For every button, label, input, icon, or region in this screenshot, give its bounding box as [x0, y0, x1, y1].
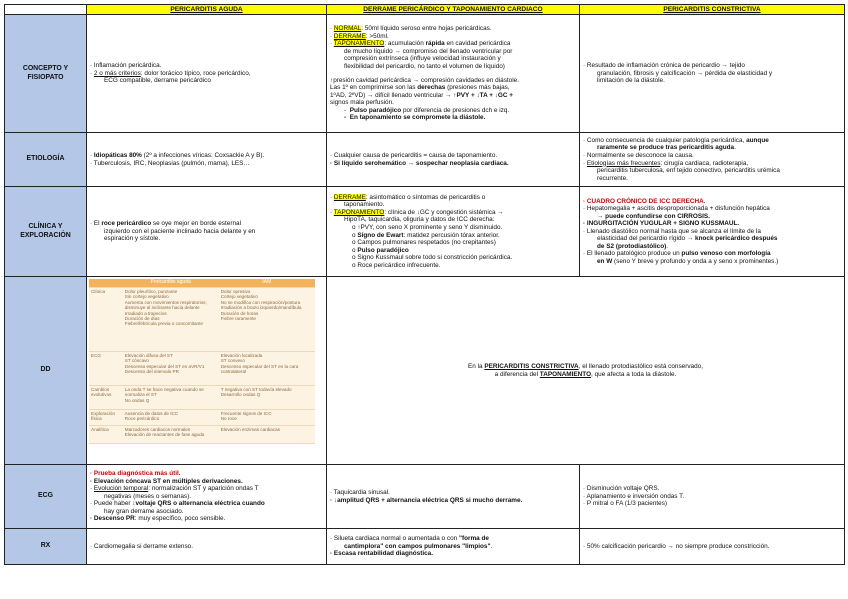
text-line: flexibilidad del pericardio, no tanto el volumen de líquido) — [344, 62, 505, 70]
text-line: en W (seno Y breve y profundo y onda a y seno x prominentes.) — [597, 257, 779, 265]
cell-dd-image — [87, 277, 327, 465]
dd-image-cell: Marcadores cardiacos normales Elevación de reactantes de fase aguda — [123, 425, 219, 443]
rowhead-rx: RX — [5, 529, 87, 565]
dd-image-cell: Elevación localizada ST convexo Descenso especular del ST en la cara contralateral — [219, 351, 315, 385]
cell-etiologia-derrame — [327, 133, 580, 187]
dd-image-col-aguda: Pericarditis aguda — [123, 279, 219, 287]
text-line: recurrente. — [597, 174, 628, 182]
text-line: · Disminución voltaje QRS. — [583, 485, 660, 493]
text-line: 1ºAD, 2ºVD) → difícil llenado ventricular → ↑PVY + ↓TA + ↓GC + — [330, 91, 514, 99]
rowhead-label: CLÍNICA Y — [28, 223, 63, 231]
dd-image-row — [89, 351, 315, 385]
row-concepto — [5, 15, 845, 133]
cell-ecg-aguda — [87, 465, 327, 529]
text-line: · Elevación cóncava ST en múltiples derivaciones. — [90, 477, 243, 485]
rowhead-clinica — [5, 187, 87, 277]
text-line: · Llenado diastólico normal hasta que se alcanza el límite de la — [583, 227, 761, 235]
row-clinica — [5, 187, 845, 277]
dd-image-cell: Dolor pleurítico, punzante Sin cortejo vegetativo Aumenta con movimientos respiratorios; disminuye al inclinarse hacia delante Irradiado a trapecios Duración de días Fiebre/febrícula previa o concomitante — [123, 287, 219, 351]
dd-image-label: ECG — [89, 351, 123, 385]
text-line: o Signo Kussmaul sobre todo si constricción pericárdica. — [352, 254, 513, 262]
cell-ecg-derrame — [327, 465, 580, 529]
text-line: limitación de la diástole. — [597, 77, 665, 85]
dd-image-cell: La onda T se hace negativa cuando se normaliza el ST No ondas Q — [123, 385, 219, 409]
text-line: · CUADRO CRÓNICO DE ICC DERECHA. — [583, 197, 706, 205]
dd-image-col-iam: IAM — [219, 279, 315, 287]
cell-rx-derrame — [327, 529, 580, 565]
text-line: · Inflamación pericárdica. — [90, 62, 162, 70]
header-derrame-taponamiento: DERRAME PERICÁRDICO Y TAPONAMIENTO CARDIACO — [327, 5, 580, 15]
cell-clinica-constrictiva — [580, 187, 845, 277]
text-line: taponamiento. — [344, 201, 385, 209]
text-line: compresión extrínseca (influye velocidad instauración y — [344, 55, 501, 63]
text-line: ↑presión cavidad pericárdica → compresión cavidades en diástole. — [330, 76, 519, 84]
text-line: · Etiologías más frecuentes: cirugía cardiaca, radioterapia, — [583, 159, 749, 167]
cell-rx-constrictiva — [580, 529, 845, 565]
row-dd — [5, 277, 845, 465]
text-line: a diferencia del TAPONAMIENTO, que afecta a toda la diástole. — [494, 370, 677, 378]
text-line: signos mala perfusión. — [330, 99, 394, 107]
header-pericarditis-constrictiva: PERICARDITIS CONSTRICTIVA — [580, 5, 845, 15]
text-line: · DERRAME: asintomático o síntomas de pericarditis o — [330, 193, 486, 201]
cell-etiologia-aguda — [87, 133, 327, 187]
text-line: · 50% calcificación pericardio → no siempre produce constricción. — [583, 542, 770, 550]
rowhead-label: CONCEPTO Y — [22, 65, 69, 73]
text-line: hay gran derrame asociado. — [104, 507, 184, 515]
cell-dd-text — [327, 277, 845, 465]
text-line: · TAPONAMIENTO: clínica de ↓GC y congestión sistémica → — [330, 208, 504, 216]
text-line: · P mitral o FA (1/3 pacientes) — [583, 500, 668, 508]
text-line: · Resultado de inflamación crónica de pericardio → tejido — [583, 62, 745, 70]
dd-image-header — [89, 279, 315, 287]
rowhead-etiologia: ETIOLOGÍA — [5, 133, 87, 187]
dd-image-label: Exploración física — [89, 409, 123, 425]
text-line: · Evolución temporal: normalización ST y aparición ondas T — [90, 485, 259, 493]
dd-image-row — [89, 409, 315, 425]
text-line: · INGURGITACIÓN YUGULAR + SIGNO KUSSMAUL. — [583, 220, 740, 228]
rowhead-ecg: ECG — [5, 465, 87, 529]
cell-concepto-derrame — [327, 15, 580, 133]
dd-image-cell: Ausencia de datos de ICC Roce pericárdico — [123, 409, 219, 425]
text-line: granulación, fibrosis y calcificación → pérdida de elasticidad y — [597, 69, 773, 77]
dd-image-row — [89, 287, 315, 351]
dd-image-row — [89, 385, 315, 409]
dd-image-cell: Dolor opresivo Cortejo vegetativo No se modifica con respiración/postura Irradiación a brazo izquierdo/mandíbula Duración de horas Fiebre raramente — [219, 287, 315, 351]
cell-etiologia-constrictiva — [580, 133, 845, 187]
text-line: · Puede haber ↓voltaje QRS o alternancia eléctrica cuando — [90, 500, 265, 508]
text-line: En la PERICARDITIS CONSTRICTIVA, el llenado protodiastólico está conservado, — [467, 362, 703, 370]
text-line: · Cualquier causa de pericarditis = causa de taponamiento. — [330, 151, 498, 159]
row-etiologia — [5, 133, 845, 187]
cell-ecg-constrictiva — [580, 465, 845, 529]
dd-image-cell: Elevación enzimas cardiacas — [219, 425, 315, 443]
header-row — [5, 5, 845, 15]
rowhead-concepto — [5, 15, 87, 133]
text-line: → puede confundirse con CIRROSIS. — [597, 212, 710, 220]
dd-image-corner — [89, 279, 123, 287]
cell-clinica-aguda — [87, 187, 327, 277]
dd-comparison-image — [89, 279, 315, 444]
row-rx — [5, 529, 845, 565]
text-line: · El roce pericárdico se oye mejor en borde esternal — [90, 220, 241, 228]
text-line: Las 1º en comprimirse son las derechas (presiones más bajas, — [330, 84, 510, 92]
text-line: o Campos pulmonares respetados (no crepitantes) — [352, 239, 496, 247]
text-line: pericarditis tuberculosa, enf tejido conectivo, pericarditis urémica — [597, 167, 780, 175]
text-line: · Escasa rentabilidad diagnóstica. — [330, 550, 433, 558]
text-line: de mucho líquido → compromiso del llenado ventricular por — [344, 47, 513, 55]
rowhead-dd: DD — [5, 277, 87, 465]
text-line: · Hepatomegalia + ascitis desproporcionada + disfunción hepática — [583, 205, 770, 213]
text-line: o Pulso paradójico — [352, 246, 409, 254]
text-line: · TAPONAMIENTO: acumulación rápida en cavidad pericárdica — [330, 40, 511, 48]
text-line: · Prueba diagnóstica más útil. — [90, 470, 181, 478]
rowhead-label: FISIOPATO — [27, 73, 64, 81]
text-line: o Roce pericárdico infrecuente. — [352, 261, 441, 269]
dd-image-cell: Frecuente signos de ICC No roce — [219, 409, 315, 425]
text-line: · El llenado patológico produce un pulso venoso con morfología — [583, 250, 771, 258]
dd-image-label: Analítica — [89, 425, 123, 443]
text-line: · 2 o más criterios: dolor torácico típico, roce pericárdico, — [90, 69, 251, 77]
text-line: espiración y sístole. — [104, 235, 161, 243]
text-line: · Tuberculosis, IRC, Neoplasias (pulmón, mama), LES… — [90, 159, 250, 167]
text-line: · Idiopáticas 80% (2º a infecciones víricas: Coxsackie A y B). — [90, 151, 265, 159]
cell-concepto-constrictiva — [580, 15, 845, 133]
row-ecg — [5, 465, 845, 529]
text-line: - En taponamiento se compromete la diástole. — [344, 114, 486, 122]
text-line: · Cardiomegalia si derrame extenso. — [90, 542, 194, 550]
dd-image-label: Clínica — [89, 287, 123, 351]
text-line: ECG compatible, derrame pericárdico — [104, 77, 211, 85]
corner-cell — [5, 5, 87, 15]
text-line: · Normalmente se desconoce la causa. — [583, 151, 694, 159]
text-line: · DERRAME: >50ml. — [330, 32, 389, 40]
text-line: · Taquicardia sinusal. — [330, 488, 390, 496]
cell-clinica-derrame — [327, 187, 580, 277]
summary-table — [4, 4, 845, 565]
text-line: raramente se produce tras pericarditis aguda. — [597, 144, 736, 152]
text-line: · Aplanamiento e inversión ondas T. — [583, 492, 685, 500]
header-pericarditis-aguda: PERICARDITIS AGUDA — [87, 5, 327, 15]
dd-image-cell: Elevación difusa del ST ST cóncavo Descenso especular del ST en aVR/V1 Descenso del intervalo PR — [123, 351, 219, 385]
dd-image-cell: T negativa con ST todavía elevado Desarrollo ondas Q — [219, 385, 315, 409]
text-line: de S2 (protodiastólico). — [597, 242, 669, 250]
text-line: · Descenso PR: muy específico, poco sensible. — [90, 515, 226, 523]
dd-image-row — [89, 425, 315, 443]
text-line: negativas (meses o semanas). — [104, 492, 192, 500]
text-line: · Si líquido serohemático → sospechar neoplasia cardiaca. — [330, 159, 509, 167]
text-line: · NORMAL: 50ml líquido seroso entre hojas pericárdicas. — [330, 25, 492, 33]
cell-rx-aguda — [87, 529, 327, 565]
text-line: HipoTA, taquicardia, oliguria y datos de ICC derecha: — [344, 216, 495, 224]
text-line: · ↓amplitud QRS + alternancia eléctrica QRS si mucho derrame. — [330, 496, 523, 504]
dd-image-label: Cambios evolutivos — [89, 385, 123, 409]
text-line: - Pulso paradójico por diferencia de presiones dch e izq. — [344, 106, 510, 114]
text-line: · Silueta cardiaca normal o aumentada o con "forma de — [330, 535, 489, 543]
text-line: izquierdo con el paciente inclinado hacia delante y en — [104, 227, 256, 235]
text-line: o ↑PVY, con seno X prominente y seno Y disminuido. — [352, 223, 503, 231]
text-line: o Signo de Ewart: matidez percusión tórax anterior. — [352, 231, 500, 239]
cell-concepto-aguda — [87, 15, 327, 133]
text-line: cantimplora" con campos pulmonares "limpios". — [344, 542, 493, 550]
text-line: elasticidad del pericardio rígido → knock pericárdico después — [597, 235, 778, 243]
text-line: · Como consecuencia de cualquier patología pericárdica, aunque — [583, 136, 769, 144]
rowhead-label: EXPLORACIÓN — [20, 231, 71, 239]
